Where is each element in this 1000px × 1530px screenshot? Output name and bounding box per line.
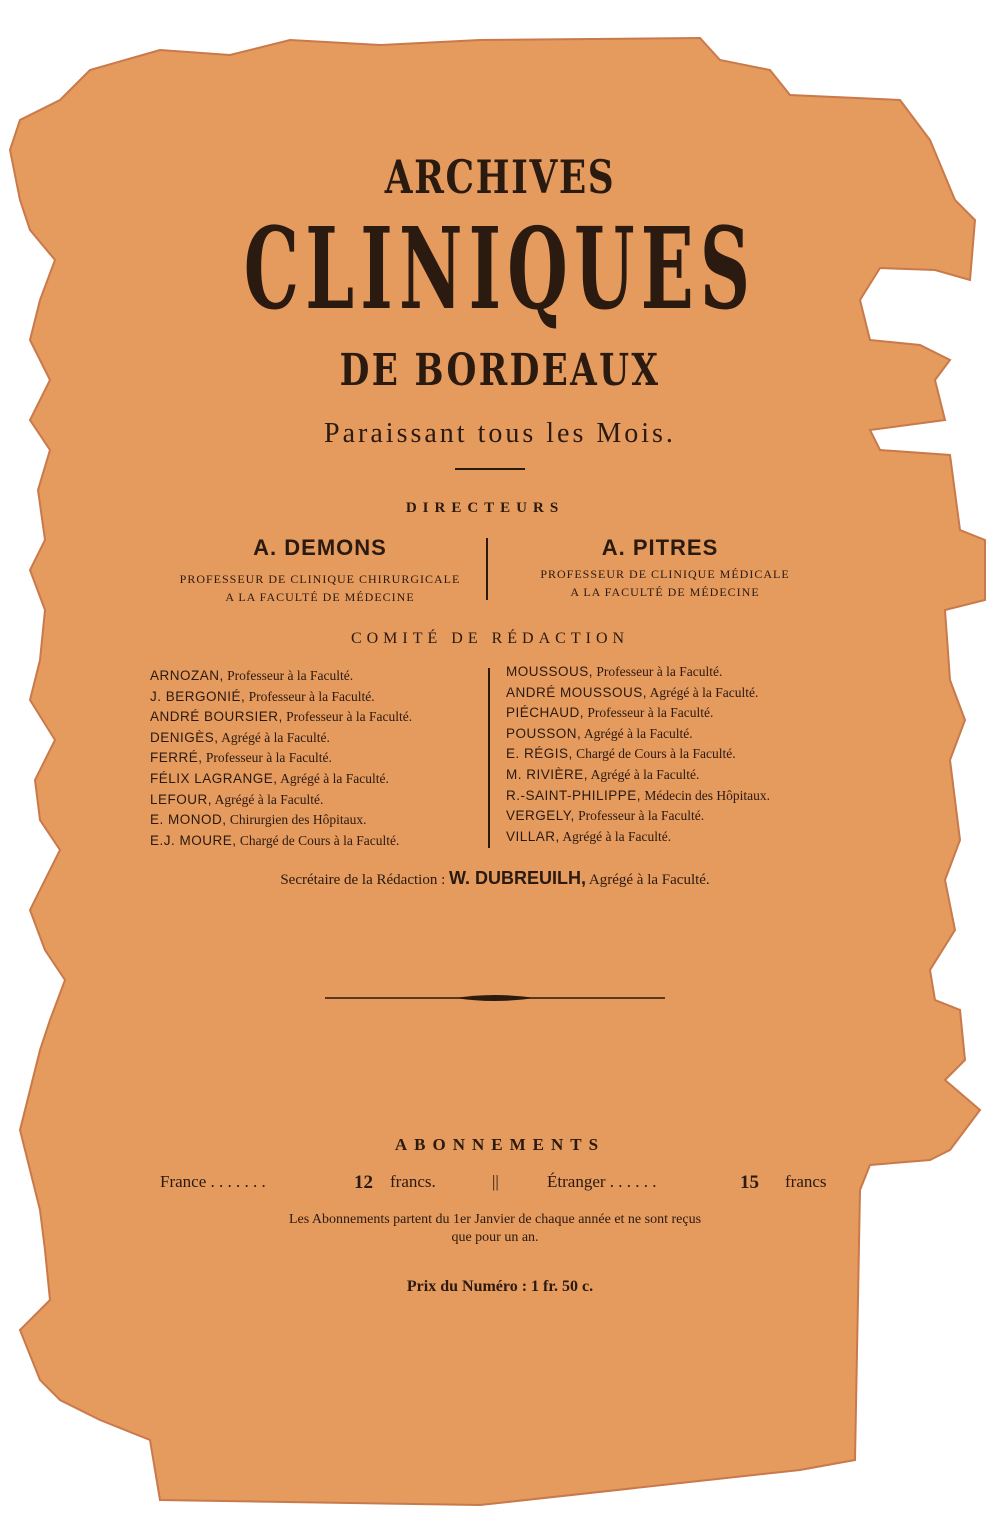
- committee-heading: COMITÉ DE RÉDACTION: [350, 630, 630, 647]
- committee-member: [506, 703, 770, 724]
- member-role: Agrégé à la Faculté.: [647, 684, 759, 700]
- secretary-prefix: Secrétaire de la Rédaction :: [280, 872, 449, 888]
- committee-member: [506, 786, 770, 807]
- secretary-line: [0, 868, 990, 889]
- committee-member: [506, 683, 770, 704]
- committee-member: [506, 827, 770, 848]
- committee-member: [506, 662, 770, 683]
- member-name: J. BERGONIÉ,: [150, 688, 246, 704]
- committee-member: [506, 724, 770, 745]
- member-name: LEFOUR,: [150, 791, 213, 807]
- member-name: E. MONOD,: [150, 812, 227, 828]
- member-role: Professeur à la Faculté.: [593, 664, 723, 679]
- member-role: Chargé de Cours à la Faculté.: [572, 746, 736, 762]
- ornamental-rule: [325, 990, 665, 1006]
- committee-member: [150, 707, 412, 728]
- member-role: Professeur à la Faculté.: [223, 668, 354, 683]
- title-divider: [455, 468, 525, 470]
- subscription-notice-line-2: que pour un an.: [451, 1230, 539, 1245]
- foreign-unit: francs: [785, 1172, 827, 1191]
- member-name: E. RÉGIS,: [506, 746, 573, 762]
- member-name: POUSSON,: [506, 725, 582, 741]
- france-unit: francs.: [390, 1172, 436, 1191]
- committee-member: [150, 831, 412, 852]
- member-name: VILLAR,: [506, 828, 560, 844]
- masthead-line-3: DE BORDEAUX: [339, 345, 661, 396]
- member-name: DENIGÈS,: [150, 729, 219, 745]
- committee-member: [150, 687, 412, 708]
- member-role: Professeur à la Faculté.: [202, 750, 332, 766]
- france-label: France . . . . . . .: [160, 1172, 266, 1191]
- member-role: Agrégé à la Faculté.: [277, 770, 389, 786]
- committee-member: [150, 790, 412, 811]
- member-name: ANDRÉ BOURSIER,: [150, 709, 283, 725]
- member-name: MOUSSOUS,: [506, 664, 594, 679]
- member-name: E.J. MOURE,: [150, 832, 237, 848]
- member-role: Agrégé à la Faculté.: [588, 766, 700, 782]
- france-price: 12: [354, 1172, 373, 1193]
- subscription-notice-line-1: Les Abonnements partent du 1er Janvier de chaque année et ne sont reçus: [288, 1212, 702, 1227]
- member-name: PIÉCHAUD,: [506, 705, 585, 721]
- committee-member: [150, 810, 412, 831]
- member-role: Chirurgien des Hôpitaux.: [226, 812, 367, 828]
- member-name: ANDRÉ MOUSSOUS,: [506, 684, 648, 700]
- member-role: Agrégé à la Faculté.: [212, 791, 324, 807]
- director-right-name: A. PITRES: [601, 535, 719, 560]
- committee-member: [506, 744, 770, 765]
- member-role: Médecin des Hôpitaux.: [641, 787, 770, 803]
- member-name: FÉLIX LAGRANGE,: [150, 770, 278, 786]
- committee-member: [150, 666, 412, 687]
- committee-member: [150, 748, 412, 769]
- member-role: Professeur à la Faculté.: [584, 705, 714, 721]
- member-name: M. RIVIÈRE,: [506, 766, 589, 782]
- issue-price: Prix du Numéro : 1 fr. 50 c.: [406, 1278, 594, 1295]
- publication-frequency: Paraissant tous les Mois.: [324, 418, 676, 449]
- secretary-name: W. DUBREUILH,: [448, 868, 586, 888]
- member-name: FERRÉ,: [150, 750, 203, 766]
- member-role: Agrégé à la Faculté.: [218, 729, 330, 745]
- secretary-role: Agrégé à la Faculté.: [585, 872, 710, 888]
- masthead-line-2: CLINIQUES: [243, 204, 757, 335]
- member-name: VERGELY,: [506, 808, 575, 824]
- subscriptions-heading: ABONNEMENTS: [394, 1135, 606, 1154]
- director-left-name: A. DEMONS: [253, 535, 387, 560]
- price-separator: ||: [492, 1172, 499, 1191]
- director-right-title-2: A LA FACULTÉ DE MÉDECINE: [570, 585, 760, 599]
- masthead-line-1: ARCHIVES: [384, 150, 616, 204]
- member-role: Professeur à la Faculté.: [245, 688, 375, 704]
- director-right-title-1: PROFESSEUR DE CLINIQUE MÉDICALE: [540, 567, 790, 581]
- foreign-price: 15: [740, 1172, 759, 1193]
- committee-left-column: [150, 666, 412, 851]
- foreign-label: Étranger . . . . . .: [547, 1172, 657, 1191]
- committee-right-column: [506, 662, 770, 847]
- directors-divider: [486, 538, 488, 600]
- member-role: Professeur à la Faculté.: [574, 808, 705, 824]
- committee-member: [506, 765, 770, 786]
- directors-heading: DIRECTEURS: [405, 500, 565, 516]
- director-left-title-1: PROFESSEUR DE CLINIQUE CHIRURGICALE: [179, 572, 461, 586]
- member-role: Chargé de Cours à la Faculté.: [236, 832, 400, 848]
- member-role: Professeur à la Faculté.: [282, 709, 413, 725]
- committee-member: [506, 806, 770, 827]
- member-role: Agrégé à la Faculté.: [581, 725, 693, 741]
- committee-member: [150, 769, 412, 790]
- member-name: ARNOZAN,: [150, 668, 224, 683]
- committee-member: [150, 728, 412, 749]
- member-name: R.-SAINT-PHILIPPE,: [506, 787, 642, 803]
- committee-divider: [488, 668, 490, 848]
- member-role: Agrégé à la Faculté.: [559, 828, 672, 844]
- director-left-title-2: A LA FACULTÉ DE MÉDECINE: [225, 590, 415, 604]
